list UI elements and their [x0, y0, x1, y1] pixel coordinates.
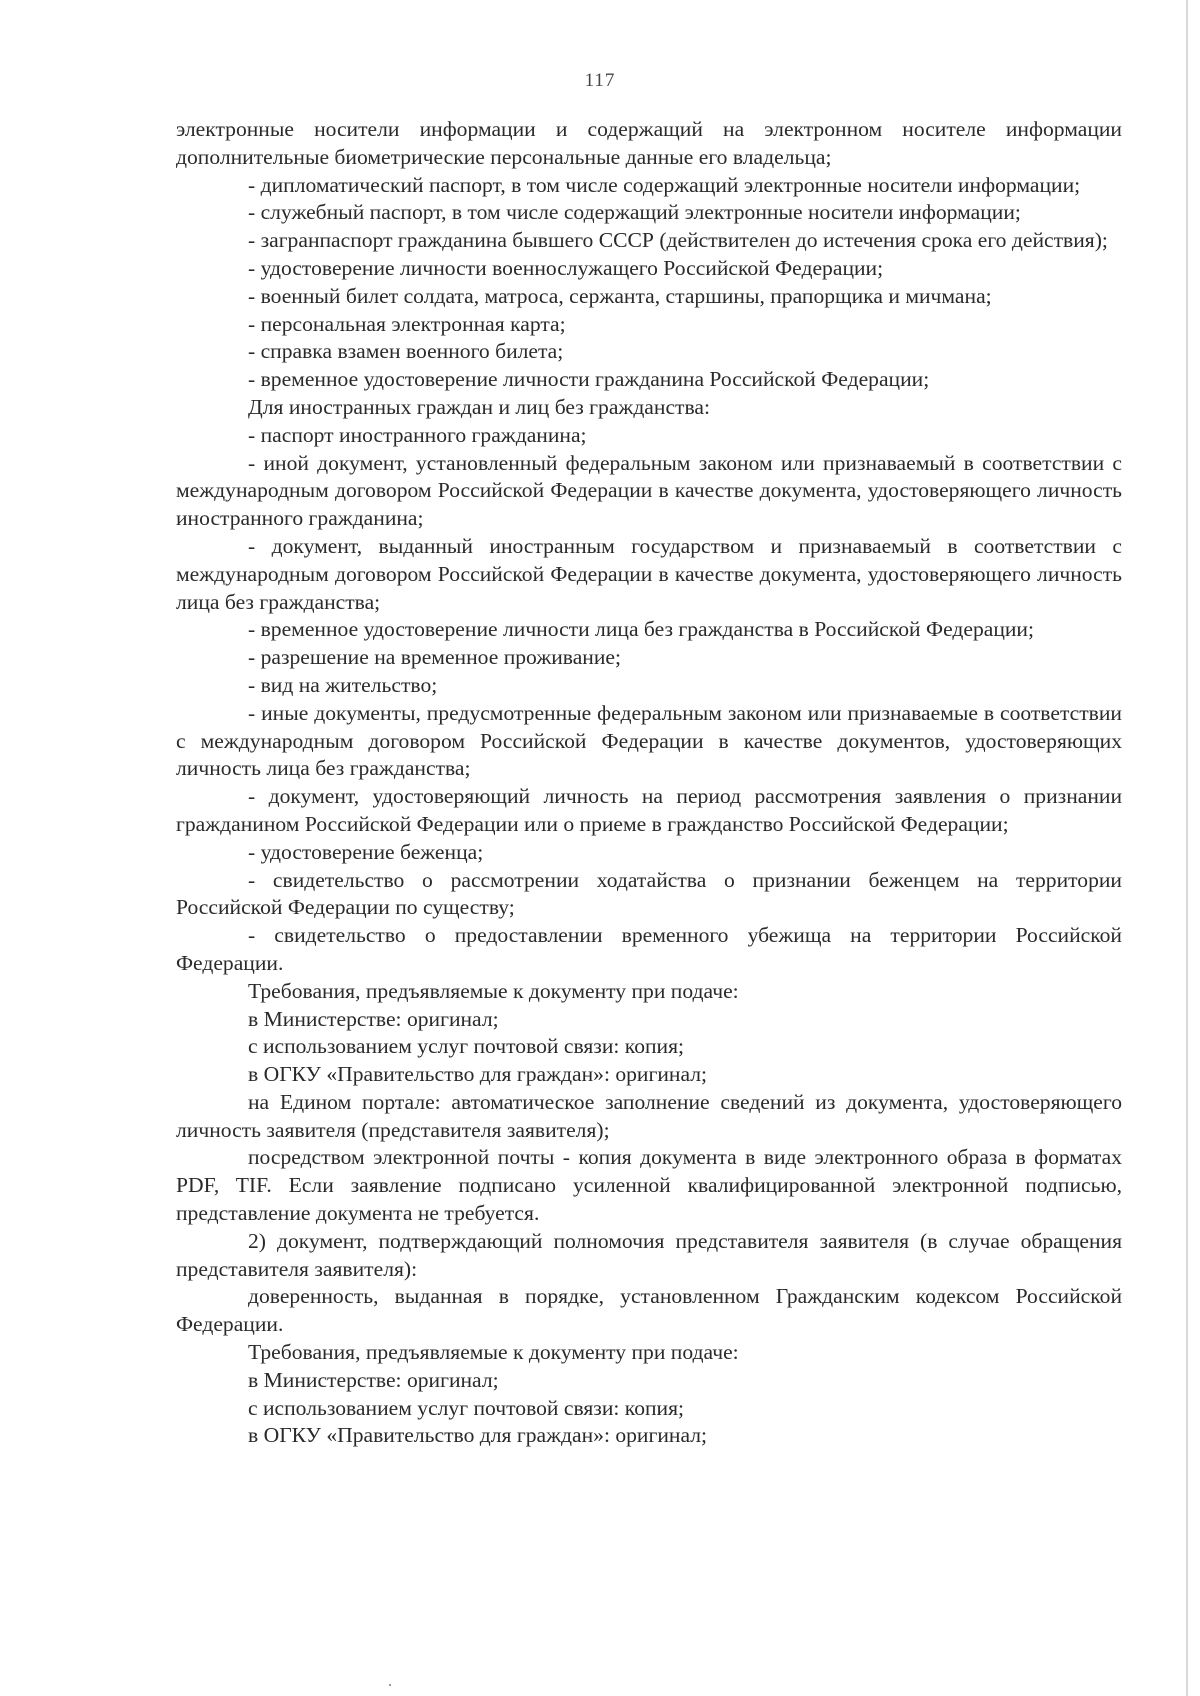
- requirements-heading: Требования, предъявляемые к документу при подаче:: [248, 978, 739, 1003]
- list-item: - документ, выданный иностранным государством и признаваемый в соответствии с международным договором Российской Федерации в качестве документа, удостоверяющего личность лица без гражданства;: [176, 533, 1122, 614]
- requirement-item: в ОГКУ «Правительство для граждан»: оригинал;: [248, 1062, 708, 1087]
- list-item: - временное удостоверение личности лица без гражданства в Российской Федерации;: [248, 617, 1034, 642]
- scan-speck: [389, 1684, 391, 1686]
- list-item: - удостоверение личности военнослужащего Российской Федерации;: [248, 255, 884, 280]
- list-item: - свидетельство о рассмотрении ходатайства о признании беженцем на территории Российской Федерации по существу;: [176, 867, 1122, 920]
- requirement-item: в Министерстве: оригинал;: [248, 1006, 499, 1031]
- requirements-heading: Требования, предъявляемые к документу при подаче:: [248, 1340, 739, 1365]
- page-edge-line: [1186, 0, 1188, 1696]
- list-item: - загранпаспорт гражданина бывшего СССР (действителен до истечения срока его действия);: [248, 228, 1108, 253]
- section-heading: Для иностранных граждан и лиц без гражданства:: [248, 394, 710, 419]
- requirement-item: в ОГКУ «Правительство для граждан»: оригинал;: [248, 1423, 708, 1448]
- list-item: - персональная электронная карта;: [248, 311, 566, 336]
- requirement-item: с использованием услуг почтовой связи: копия;: [248, 1034, 685, 1059]
- paragraph: электронные носители информации и содержащий на электронном носителе информации дополнительные биометрические персональные данные его владельца;: [176, 117, 1122, 169]
- list-item: - дипломатический паспорт, в том числе содержащий электронные носители информации;: [248, 172, 1081, 197]
- list-item: - иные документы, предусмотренные федеральным законом или признаваемые в соответствии с международным договором Российской Федерации в качестве документов, удостоверяющих личность лица без гражданства;: [176, 700, 1122, 781]
- list-item: - иной документ, установленный федеральным законом или признаваемый в соответствии с международным договором Российской Федерации в качестве документа, удостоверяющего личность иностранного гражданина;: [176, 450, 1122, 531]
- list-item: - документ, удостоверяющий личность на период рассмотрения заявления о признании гражданином Российской Федерации или о приеме в гражданство Российской Федерации;: [176, 784, 1122, 836]
- page-number: 117: [584, 70, 616, 91]
- requirement-item: на Едином портале: автоматическое заполнение сведений из документа, удостоверяющего личность заявителя (представителя заявителя);: [176, 1089, 1122, 1142]
- list-item: - справка взамен военного билета;: [248, 339, 564, 364]
- requirement-item: в Министерстве: оригинал;: [248, 1367, 499, 1392]
- list-item: - удостоверение беженца;: [248, 839, 484, 864]
- document-body: [176, 116, 1122, 1450]
- requirement-item: с использованием услуг почтовой связи: копия;: [248, 1395, 685, 1420]
- list-item: - военный билет солдата, матроса, сержанта, старшины, прапорщика и мичмана;: [248, 283, 992, 308]
- list-item: - временное удостоверение личности гражданина Российской Федерации;: [248, 367, 930, 392]
- requirement-item: посредством электронной почты - копия документа в виде электронного образа в форматах PDF, TIF. Если заявление подписано усиленной квалифицированной электронной подписью, представление документа не требуется.: [176, 1145, 1122, 1226]
- list-item: - разрешение на временное проживание;: [248, 645, 621, 670]
- numbered-item: 2) документ, подтверждающий полномочия представителя заявителя (в случае обращения представителя заявителя):: [176, 1228, 1122, 1281]
- list-item: - служебный паспорт, в том числе содержащий электронные носители информации;: [248, 200, 1021, 225]
- list-item: - вид на жительство;: [248, 672, 438, 697]
- paragraph: доверенность, выданная в порядке, установленном Гражданским кодексом Российской Федерации.: [176, 1284, 1122, 1337]
- list-item: - паспорт иностранного гражданина;: [248, 422, 587, 447]
- list-item: - свидетельство о предоставлении временного убежища на территории Российской Федерации.: [176, 923, 1122, 975]
